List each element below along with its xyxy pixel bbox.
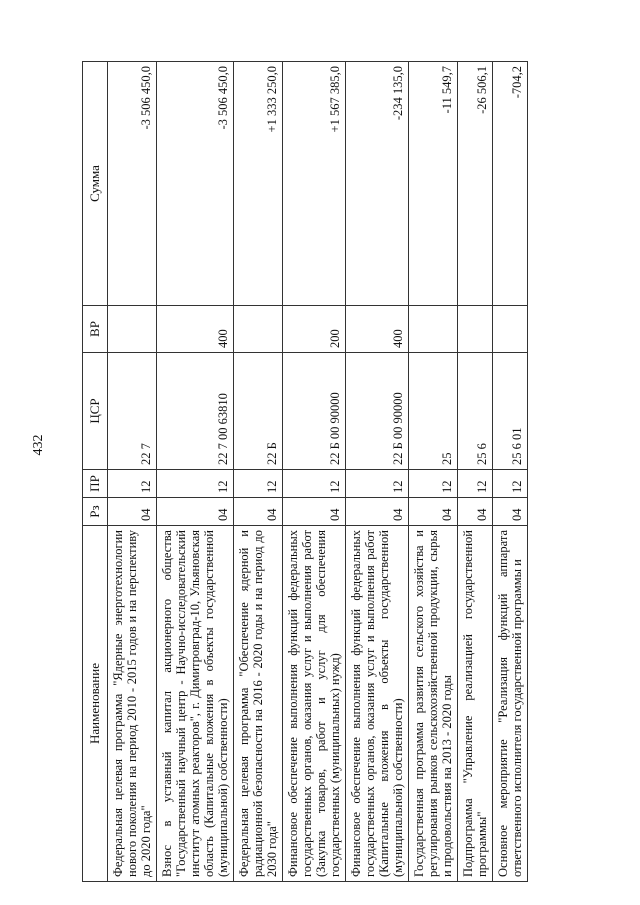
row-csr: 22 Б 00 90000 <box>346 353 409 470</box>
row-pr: 12 <box>283 470 346 498</box>
row-csr: 25 <box>409 353 458 470</box>
row-vr <box>458 306 493 353</box>
row-pr: 12 <box>108 470 157 498</box>
row-sum: -11 549,7 <box>409 62 458 306</box>
row-sum: -3 506 450,0 <box>108 62 157 306</box>
row-name: Взнос в уставный капитал акционерного общества "Государственный научный центр - Научно-исследовательский институт атомных реакторов", г. Димитровград-10, Ульяновская область (Капитальные вложения в объекты государственной (муниципальной) собственности) <box>157 526 234 882</box>
row-csr: 22 Б <box>234 353 283 470</box>
row-rz: 04 <box>493 498 528 526</box>
row-name: Финансовое обеспечение выполнения функций федеральных государственных органов, оказания услуг и выполнения работ (Капитальные вложения в объекты государственной (муниципальной) собственности) <box>346 526 409 882</box>
row-pr: 12 <box>234 470 283 498</box>
table-row <box>493 62 528 882</box>
row-name: Государственная программа развития сельского хозяйства и регулирования рынков сельскохозяйственной продукции, сырья и продовольствия на 2013 - 2020 годы <box>409 526 458 882</box>
row-rz: 04 <box>108 498 157 526</box>
row-rz: 04 <box>409 498 458 526</box>
row-name: Основное мероприятие "Реализация функций аппарата ответственного исполнителя государственной программы и <box>493 526 528 882</box>
table-header-row <box>83 62 108 882</box>
row-vr <box>108 306 157 353</box>
row-rz: 04 <box>346 498 409 526</box>
header-rz: Рз <box>83 498 108 526</box>
row-csr: 25 6 01 <box>493 353 528 470</box>
page-number: 432 <box>31 434 46 456</box>
header-vr: ВР <box>83 306 108 353</box>
header-sum: Сумма <box>83 62 108 306</box>
row-name: Федеральная целевая программа "Ядерные энерготехнологии нового поколения на период 2010 - 2015 годов и на перспективу до 2020 года" <box>108 526 157 882</box>
row-rz: 04 <box>283 498 346 526</box>
row-csr: 25 6 <box>458 353 493 470</box>
row-pr: 12 <box>458 470 493 498</box>
row-vr <box>234 306 283 353</box>
table-row <box>234 62 283 882</box>
row-sum: -3 506 450,0 <box>157 62 234 306</box>
row-name: Федеральная целевая программа "Обеспечение ядерной и радиационной безопасности на 2016 - 2020 годы и на период до 2030 года" <box>234 526 283 882</box>
table-row <box>283 62 346 882</box>
row-name: Финансовое обеспечение выполнения функций федеральных государственных органов, оказания услуг и выполнения работ (Закупка товаров, работ и услуг для обеспечения государственных (муниципальных) нужд) <box>283 526 346 882</box>
header-csr: ЦСР <box>83 353 108 470</box>
row-csr: 22 7 00 63810 <box>157 353 234 470</box>
row-sum: +1 567 385,0 <box>283 62 346 306</box>
row-rz: 04 <box>234 498 283 526</box>
row-pr: 12 <box>493 470 528 498</box>
row-vr: 200 <box>283 306 346 353</box>
row-pr: 12 <box>346 470 409 498</box>
row-rz: 04 <box>458 498 493 526</box>
budget-table <box>82 61 528 882</box>
row-pr: 12 <box>409 470 458 498</box>
row-vr <box>493 306 528 353</box>
rotated-table-sheet <box>82 62 602 882</box>
row-csr: 22 7 <box>108 353 157 470</box>
row-sum: +1 333 250,0 <box>234 62 283 306</box>
row-rz: 04 <box>157 498 234 526</box>
row-vr: 400 <box>157 306 234 353</box>
table-row <box>458 62 493 882</box>
table-row <box>346 62 409 882</box>
table-row <box>409 62 458 882</box>
row-csr: 22 Б 00 90000 <box>283 353 346 470</box>
row-vr <box>409 306 458 353</box>
row-sum: -704,2 <box>493 62 528 306</box>
table-row <box>108 62 157 882</box>
header-pr: ПР <box>83 470 108 498</box>
row-pr: 12 <box>157 470 234 498</box>
row-sum: -26 506,1 <box>458 62 493 306</box>
row-sum: -234 135,0 <box>346 62 409 306</box>
table-row <box>157 62 234 882</box>
header-name: Наименование <box>83 526 108 882</box>
row-vr: 400 <box>346 306 409 353</box>
row-name: Подпрограмма "Управление реализацией государственной программы" <box>458 526 493 882</box>
